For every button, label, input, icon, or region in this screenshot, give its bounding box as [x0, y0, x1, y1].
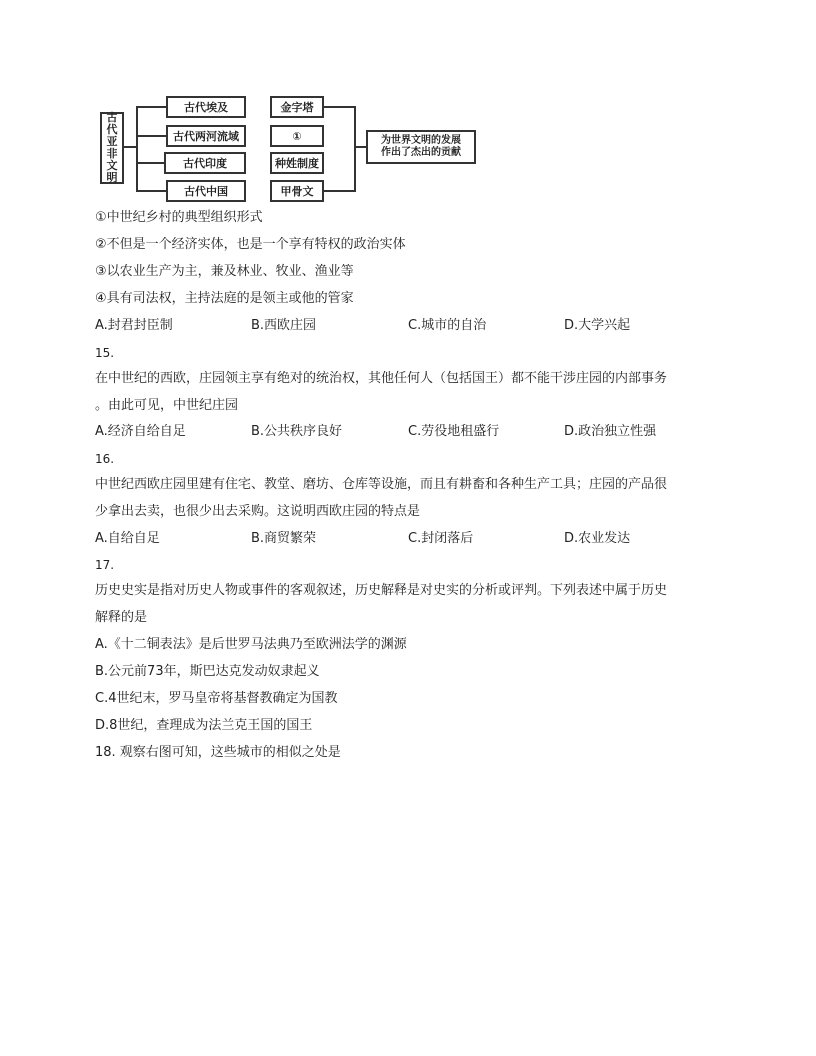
- q17-stem-line-1: 历史史实是指对历史人物或事件的客观叙述，历史解释是对史实的分析或评判。下列表述中属于历史: [95, 583, 668, 598]
- achievement-box-oracle: 甲骨文: [270, 180, 324, 202]
- achievement-box-caste: 种姓制度: [270, 152, 324, 174]
- q14-option-c[interactable]: C.城市的自治: [408, 318, 487, 333]
- q18-stem: 18. 观察右图可知，这些城市的相似之处是: [95, 745, 341, 760]
- q14-option-b[interactable]: B.西欧庄园: [251, 318, 317, 333]
- achievement-box-blank: ①: [270, 125, 324, 147]
- civ-box-mesopotamia: 古代两河流域: [166, 125, 246, 147]
- q16-option-d[interactable]: D.农业发达: [564, 531, 631, 546]
- q17-number: 17.: [95, 558, 115, 572]
- q15-stem-line-1: 在中世纪的西欧，庄园领主享有绝对的统治权，其他任何人（包括国王）都不能干涉庄园的内部事务: [95, 371, 668, 386]
- q17-option-d[interactable]: D.8世纪，查理成为法兰克王国的国王: [95, 718, 313, 733]
- q14-statement-2: ②不但是一个经济实体，也是一个享有特权的政治实体: [95, 237, 406, 252]
- q16-option-b[interactable]: B.商贸繁荣: [251, 531, 317, 546]
- q17-option-a[interactable]: A.《十二铜表法》是后世罗马法典乃至欧洲法学的渊源: [95, 637, 407, 652]
- q15-option-a[interactable]: A.经济自给自足: [95, 424, 186, 439]
- civ-box-china: 古代中国: [166, 180, 246, 202]
- q14-statement-1: ①中世纪乡村的典型组织形式: [95, 210, 263, 225]
- q15-stem-line-2: 。由此可见，中世纪庄园: [95, 398, 239, 413]
- q16-stem-line-2: 少拿出去卖，也很少出去采购。这说明西欧庄园的特点是: [95, 504, 421, 519]
- q14-statement-3: ③以农业生产为主，兼及林业、牧业、渔业等: [95, 264, 354, 279]
- q15-number: 15.: [95, 346, 115, 360]
- q14-statement-4: ④具有司法权，主持法庭的是领主或他的管家: [95, 291, 354, 306]
- civilization-diagram: [96, 94, 480, 200]
- civ-box-india: 古代印度: [164, 152, 246, 174]
- q15-option-b[interactable]: B.公共秩序良好: [251, 424, 343, 439]
- q17-option-c[interactable]: C.4世纪末，罗马皇帝将基督教确定为国教: [95, 691, 338, 706]
- q14-option-d[interactable]: D.大学兴起: [564, 318, 631, 333]
- q16-option-c[interactable]: C.封闭落后: [408, 531, 474, 546]
- civ-box-egypt: 古代埃及: [166, 96, 246, 118]
- diagram-root-label: 古代亚非文明: [106, 111, 118, 184]
- diagram-root-box: [100, 112, 124, 184]
- achievement-box-pyramid: 金字塔: [270, 96, 324, 118]
- q15-option-c[interactable]: C.劳役地租盛行: [408, 424, 500, 439]
- q17-option-b[interactable]: B.公元前73年，斯巴达克发动奴隶起义: [95, 664, 320, 679]
- result-box: 为世界文明的发展 作出了杰出的贡献: [366, 130, 476, 164]
- q16-option-a[interactable]: A.自给自足: [95, 531, 160, 546]
- q16-number: 16.: [95, 452, 115, 466]
- q16-stem-line-1: 中世纪西欧庄园里建有住宅、教堂、磨坊、仓库等设施，而且有耕畜和各种生产工具；庄园的产品很: [95, 477, 668, 492]
- q15-option-d[interactable]: D.政治独立性强: [564, 424, 657, 439]
- q17-stem-line-2: 解释的是: [95, 610, 148, 625]
- q14-option-a[interactable]: A.封君封臣制: [95, 318, 173, 333]
